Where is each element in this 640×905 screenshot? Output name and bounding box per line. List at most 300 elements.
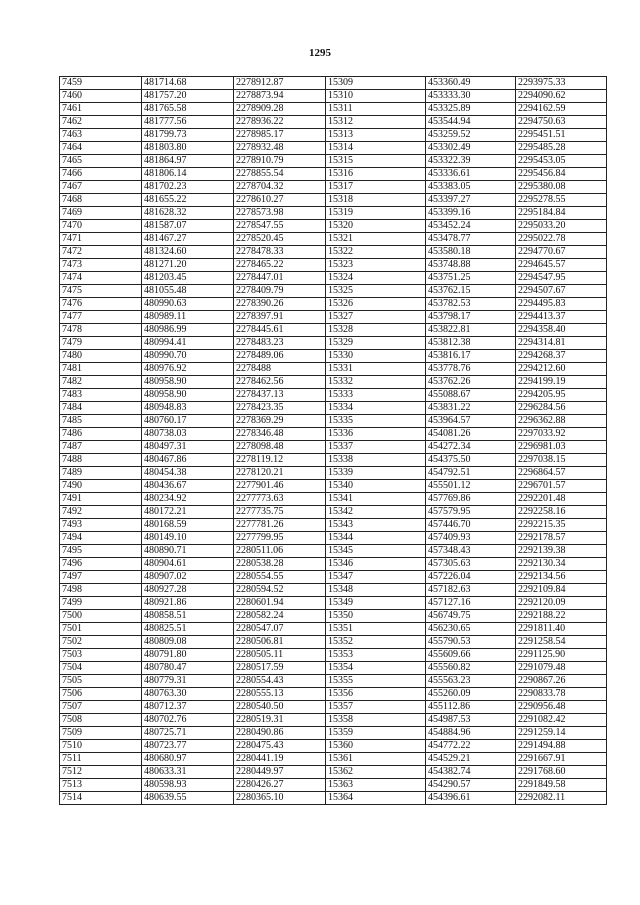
point-id-left-cell: 7474 [60,272,142,285]
y-left-cell: 2278488 [234,363,326,376]
table-row [60,298,607,311]
table-row [60,207,607,220]
y-left-cell: 2280582.24 [234,610,326,623]
x-right-cell: 455609.66 [426,649,516,662]
x-right-cell: 454529.21 [426,753,516,766]
y-right-cell: 2294314.81 [516,337,607,350]
point-id-right-cell: 15347 [326,571,426,584]
point-id-right-cell: 15348 [326,584,426,597]
x-left-cell: 481702.23 [142,181,234,194]
x-left-cell: 480989.11 [142,311,234,324]
x-right-cell: 455260.09 [426,688,516,701]
y-right-cell: 2291768.60 [516,766,607,779]
y-right-cell: 2291259.14 [516,727,607,740]
point-id-left-cell: 7485 [60,415,142,428]
x-right-cell: 453762.26 [426,376,516,389]
point-id-left-cell: 7476 [60,298,142,311]
y-right-cell: 2291079.48 [516,662,607,675]
x-right-cell: 453325.89 [426,103,516,116]
x-right-cell: 453782.53 [426,298,516,311]
table-row [60,116,607,129]
point-id-left-cell: 7513 [60,779,142,792]
y-right-cell: 2291667.91 [516,753,607,766]
y-left-cell: 2278547.55 [234,220,326,233]
x-left-cell: 480994.41 [142,337,234,350]
table-row [60,597,607,610]
table-row [60,337,607,350]
y-left-cell: 2278909.28 [234,103,326,116]
point-id-left-cell: 7483 [60,389,142,402]
x-right-cell: 453816.17 [426,350,516,363]
x-right-cell: 453778.76 [426,363,516,376]
point-id-left-cell: 7473 [60,259,142,272]
x-right-cell: 453383.05 [426,181,516,194]
y-left-cell: 2278465.22 [234,259,326,272]
y-right-cell: 2295022.78 [516,233,607,246]
x-left-cell: 481806.14 [142,168,234,181]
y-left-cell: 2278912.87 [234,77,326,90]
y-left-cell: 2280554.43 [234,675,326,688]
point-id-right-cell: 15338 [326,454,426,467]
point-id-left-cell: 7472 [60,246,142,259]
y-right-cell: 2296362.88 [516,415,607,428]
point-id-right-cell: 15329 [326,337,426,350]
x-left-cell: 480234.92 [142,493,234,506]
y-left-cell: 2278936.22 [234,116,326,129]
x-right-cell: 453748.88 [426,259,516,272]
x-right-cell: 457446.70 [426,519,516,532]
x-left-cell: 480680.97 [142,753,234,766]
point-id-left-cell: 7470 [60,220,142,233]
y-right-cell: 2294413.37 [516,311,607,324]
point-id-left-cell: 7487 [60,441,142,454]
point-id-left-cell: 7489 [60,467,142,480]
point-id-right-cell: 15359 [326,727,426,740]
x-right-cell: 455790.53 [426,636,516,649]
y-left-cell: 2280555.13 [234,688,326,701]
y-left-cell: 2280601.94 [234,597,326,610]
point-id-left-cell: 7465 [60,155,142,168]
x-left-cell: 480904.61 [142,558,234,571]
point-id-left-cell: 7488 [60,454,142,467]
y-left-cell: 2278704.32 [234,181,326,194]
y-left-cell: 2280441.19 [234,753,326,766]
y-right-cell: 2292178.57 [516,532,607,545]
x-right-cell: 453544.94 [426,116,516,129]
x-right-cell: 456230.65 [426,623,516,636]
y-right-cell: 2292130.34 [516,558,607,571]
y-right-cell: 2294547.95 [516,272,607,285]
x-left-cell: 480454.38 [142,467,234,480]
y-left-cell: 2278489.06 [234,350,326,363]
y-right-cell: 2291082.42 [516,714,607,727]
x-left-cell: 481803.80 [142,142,234,155]
x-right-cell: 455088.67 [426,389,516,402]
point-id-left-cell: 7510 [60,740,142,753]
y-right-cell: 2292215.35 [516,519,607,532]
y-right-cell: 2295453.05 [516,155,607,168]
x-left-cell: 481628.32 [142,207,234,220]
y-left-cell: 2278119.12 [234,454,326,467]
point-id-right-cell: 15325 [326,285,426,298]
table-row [60,532,607,545]
point-id-right-cell: 15358 [326,714,426,727]
table-row [60,727,607,740]
table-row [60,324,607,337]
x-right-cell: 454396.61 [426,792,516,805]
point-id-left-cell: 7480 [60,350,142,363]
x-right-cell: 454987.53 [426,714,516,727]
y-right-cell: 2294090.62 [516,90,607,103]
y-right-cell: 2291811.40 [516,623,607,636]
table-row [60,233,607,246]
x-right-cell: 454884.96 [426,727,516,740]
table-row [60,428,607,441]
y-right-cell: 2296701.57 [516,480,607,493]
x-left-cell: 480436.67 [142,480,234,493]
x-right-cell: 454272.34 [426,441,516,454]
x-left-cell: 480825.51 [142,623,234,636]
y-right-cell: 2294495.83 [516,298,607,311]
point-id-right-cell: 15332 [326,376,426,389]
point-id-left-cell: 7507 [60,701,142,714]
x-right-cell: 453399.16 [426,207,516,220]
y-right-cell: 2292134.56 [516,571,607,584]
x-left-cell: 480921.86 [142,597,234,610]
x-right-cell: 455501.12 [426,480,516,493]
x-left-cell: 480497.31 [142,441,234,454]
y-left-cell: 2280365.10 [234,792,326,805]
y-left-cell: 2280519.31 [234,714,326,727]
point-id-left-cell: 7467 [60,181,142,194]
point-id-left-cell: 7496 [60,558,142,571]
point-id-right-cell: 15310 [326,90,426,103]
y-right-cell: 2292109.84 [516,584,607,597]
y-left-cell: 2278478.33 [234,246,326,259]
point-id-right-cell: 15316 [326,168,426,181]
y-left-cell: 2278369.29 [234,415,326,428]
point-id-right-cell: 15313 [326,129,426,142]
y-right-cell: 2294205.95 [516,389,607,402]
y-right-cell: 2291849.58 [516,779,607,792]
x-right-cell: 453322.39 [426,155,516,168]
point-id-left-cell: 7463 [60,129,142,142]
y-left-cell: 2278462.56 [234,376,326,389]
x-right-cell: 453580.18 [426,246,516,259]
point-id-right-cell: 15317 [326,181,426,194]
y-right-cell: 2292188.22 [516,610,607,623]
point-id-right-cell: 15323 [326,259,426,272]
table-row [60,402,607,415]
x-right-cell: 457127.16 [426,597,516,610]
x-right-cell: 457226.04 [426,571,516,584]
point-id-right-cell: 15321 [326,233,426,246]
y-left-cell: 2280538.28 [234,558,326,571]
point-id-right-cell: 15351 [326,623,426,636]
y-left-cell: 2278390.26 [234,298,326,311]
x-left-cell: 480639.55 [142,792,234,805]
x-left-cell: 480780.47 [142,662,234,675]
table-row [60,740,607,753]
x-left-cell: 480858.51 [142,610,234,623]
page-number: 1295 [309,47,331,59]
point-id-right-cell: 15326 [326,298,426,311]
table-row [60,441,607,454]
point-id-right-cell: 15322 [326,246,426,259]
table-row [60,779,607,792]
point-id-right-cell: 15350 [326,610,426,623]
y-left-cell: 2278483.23 [234,337,326,350]
y-right-cell: 2292201.48 [516,493,607,506]
point-id-left-cell: 7478 [60,324,142,337]
y-right-cell: 2295451.51 [516,129,607,142]
point-id-left-cell: 7494 [60,532,142,545]
y-right-cell: 2295278.55 [516,194,607,207]
table-row [60,376,607,389]
point-id-left-cell: 7502 [60,636,142,649]
point-id-right-cell: 15345 [326,545,426,558]
table-row [60,636,607,649]
point-id-right-cell: 15336 [326,428,426,441]
x-right-cell: 453964.57 [426,415,516,428]
point-id-right-cell: 15335 [326,415,426,428]
y-left-cell: 2278120.21 [234,467,326,480]
table-row [60,285,607,298]
table-row [60,675,607,688]
x-right-cell: 453751.25 [426,272,516,285]
y-left-cell: 2277799.95 [234,532,326,545]
y-left-cell: 2280505.11 [234,649,326,662]
point-id-left-cell: 7490 [60,480,142,493]
x-left-cell: 480149.10 [142,532,234,545]
table-row [60,493,607,506]
x-left-cell: 480168.59 [142,519,234,532]
x-left-cell: 481799.73 [142,129,234,142]
point-id-left-cell: 7468 [60,194,142,207]
x-right-cell: 456749.75 [426,610,516,623]
x-left-cell: 480725.71 [142,727,234,740]
x-left-cell: 480990.63 [142,298,234,311]
x-left-cell: 481587.07 [142,220,234,233]
table-row [60,129,607,142]
point-id-right-cell: 15354 [326,662,426,675]
x-right-cell: 454290.57 [426,779,516,792]
point-id-left-cell: 7464 [60,142,142,155]
point-id-left-cell: 7466 [60,168,142,181]
point-id-left-cell: 7506 [60,688,142,701]
table-row [60,545,607,558]
x-left-cell: 480948.83 [142,402,234,415]
point-id-right-cell: 15319 [326,207,426,220]
y-right-cell: 2292258.16 [516,506,607,519]
point-id-left-cell: 7498 [60,584,142,597]
point-id-right-cell: 15327 [326,311,426,324]
point-id-right-cell: 15314 [326,142,426,155]
y-left-cell: 2280554.55 [234,571,326,584]
y-left-cell: 2280594.52 [234,584,326,597]
table-row [60,90,607,103]
point-id-right-cell: 15320 [326,220,426,233]
x-right-cell: 453333.30 [426,90,516,103]
x-right-cell: 453478.77 [426,233,516,246]
x-left-cell: 480760.17 [142,415,234,428]
table-row [60,194,607,207]
x-right-cell: 455563.23 [426,675,516,688]
table-row [60,77,607,90]
point-id-right-cell: 15362 [326,766,426,779]
x-left-cell: 480990.70 [142,350,234,363]
x-left-cell: 481203.45 [142,272,234,285]
point-id-right-cell: 15334 [326,402,426,415]
y-right-cell: 2291494.88 [516,740,607,753]
y-left-cell: 2280475.43 [234,740,326,753]
table-row [60,272,607,285]
x-right-cell: 453397.27 [426,194,516,207]
y-right-cell: 2297038.15 [516,454,607,467]
x-right-cell: 454081.26 [426,428,516,441]
table-row [60,155,607,168]
x-left-cell: 480958.90 [142,376,234,389]
point-id-left-cell: 7501 [60,623,142,636]
y-left-cell: 2278520.45 [234,233,326,246]
x-right-cell: 453336.61 [426,168,516,181]
y-right-cell: 2296284.56 [516,402,607,415]
point-id-right-cell: 15355 [326,675,426,688]
table-row [60,220,607,233]
table-row [60,103,607,116]
point-id-right-cell: 15315 [326,155,426,168]
x-left-cell: 480172.21 [142,506,234,519]
point-id-right-cell: 15330 [326,350,426,363]
x-left-cell: 481757.20 [142,90,234,103]
point-id-right-cell: 15341 [326,493,426,506]
x-left-cell: 480791.80 [142,649,234,662]
y-left-cell: 2280449.97 [234,766,326,779]
y-left-cell: 2278445.61 [234,324,326,337]
point-id-right-cell: 15333 [326,389,426,402]
x-left-cell: 480633.31 [142,766,234,779]
table-row [60,506,607,519]
x-left-cell: 480976.92 [142,363,234,376]
point-id-left-cell: 7509 [60,727,142,740]
y-left-cell: 2278397.91 [234,311,326,324]
coordinates-table-body [60,77,607,805]
y-left-cell: 2280547.07 [234,623,326,636]
point-id-left-cell: 7512 [60,766,142,779]
y-left-cell: 2280490.86 [234,727,326,740]
point-id-right-cell: 15337 [326,441,426,454]
table-row [60,662,607,675]
y-left-cell: 2277735.75 [234,506,326,519]
table-row [60,168,607,181]
point-id-right-cell: 15342 [326,506,426,519]
y-left-cell: 2277901.46 [234,480,326,493]
point-id-right-cell: 15309 [326,77,426,90]
x-left-cell: 481777.56 [142,116,234,129]
table-row [60,350,607,363]
point-id-left-cell: 7493 [60,519,142,532]
y-left-cell: 2278985.17 [234,129,326,142]
point-id-right-cell: 15346 [326,558,426,571]
point-id-right-cell: 15363 [326,779,426,792]
y-left-cell: 2278423.35 [234,402,326,415]
table-row [60,558,607,571]
table-row [60,467,607,480]
y-left-cell: 2278910.79 [234,155,326,168]
x-right-cell: 457305.63 [426,558,516,571]
x-right-cell: 457409.93 [426,532,516,545]
point-id-right-cell: 15353 [326,649,426,662]
y-left-cell: 2278573.98 [234,207,326,220]
point-id-right-cell: 15357 [326,701,426,714]
point-id-left-cell: 7486 [60,428,142,441]
y-right-cell: 2294162.59 [516,103,607,116]
y-right-cell: 2290833.78 [516,688,607,701]
x-left-cell: 481864.97 [142,155,234,168]
point-id-left-cell: 7492 [60,506,142,519]
x-right-cell: 453822.81 [426,324,516,337]
y-right-cell: 2291125.90 [516,649,607,662]
table-row [60,363,607,376]
y-right-cell: 2295456.84 [516,168,607,181]
table-row [60,259,607,272]
point-id-left-cell: 7508 [60,714,142,727]
x-left-cell: 480467.86 [142,454,234,467]
point-id-left-cell: 7459 [60,77,142,90]
y-left-cell: 2278610.27 [234,194,326,207]
table-row [60,389,607,402]
y-right-cell: 2295033.20 [516,220,607,233]
x-left-cell: 481765.58 [142,103,234,116]
y-left-cell: 2280426.27 [234,779,326,792]
table-row [60,649,607,662]
y-right-cell: 2294645.57 [516,259,607,272]
x-right-cell: 457579.95 [426,506,516,519]
x-right-cell: 457182.63 [426,584,516,597]
point-id-right-cell: 15344 [326,532,426,545]
point-id-left-cell: 7491 [60,493,142,506]
y-left-cell: 2278447.01 [234,272,326,285]
table-row [60,571,607,584]
table-row [60,610,607,623]
x-right-cell: 454792.51 [426,467,516,480]
point-id-left-cell: 7499 [60,597,142,610]
point-id-right-cell: 15361 [326,753,426,766]
point-id-left-cell: 7479 [60,337,142,350]
table-row [60,311,607,324]
x-right-cell: 453812.38 [426,337,516,350]
y-right-cell: 2292139.38 [516,545,607,558]
table-row [60,480,607,493]
y-right-cell: 2290956.48 [516,701,607,714]
y-left-cell: 2278855.54 [234,168,326,181]
y-left-cell: 2280517.59 [234,662,326,675]
x-left-cell: 481655.22 [142,194,234,207]
x-right-cell: 453259.52 [426,129,516,142]
table-row [60,142,607,155]
table-row [60,454,607,467]
table-row [60,688,607,701]
x-right-cell: 457348.43 [426,545,516,558]
point-id-left-cell: 7462 [60,116,142,129]
y-right-cell: 2294199.19 [516,376,607,389]
y-right-cell: 2293975.33 [516,77,607,90]
y-left-cell: 2277781.26 [234,519,326,532]
point-id-left-cell: 7500 [60,610,142,623]
point-id-right-cell: 15312 [326,116,426,129]
x-right-cell: 453302.49 [426,142,516,155]
x-right-cell: 453831.22 [426,402,516,415]
